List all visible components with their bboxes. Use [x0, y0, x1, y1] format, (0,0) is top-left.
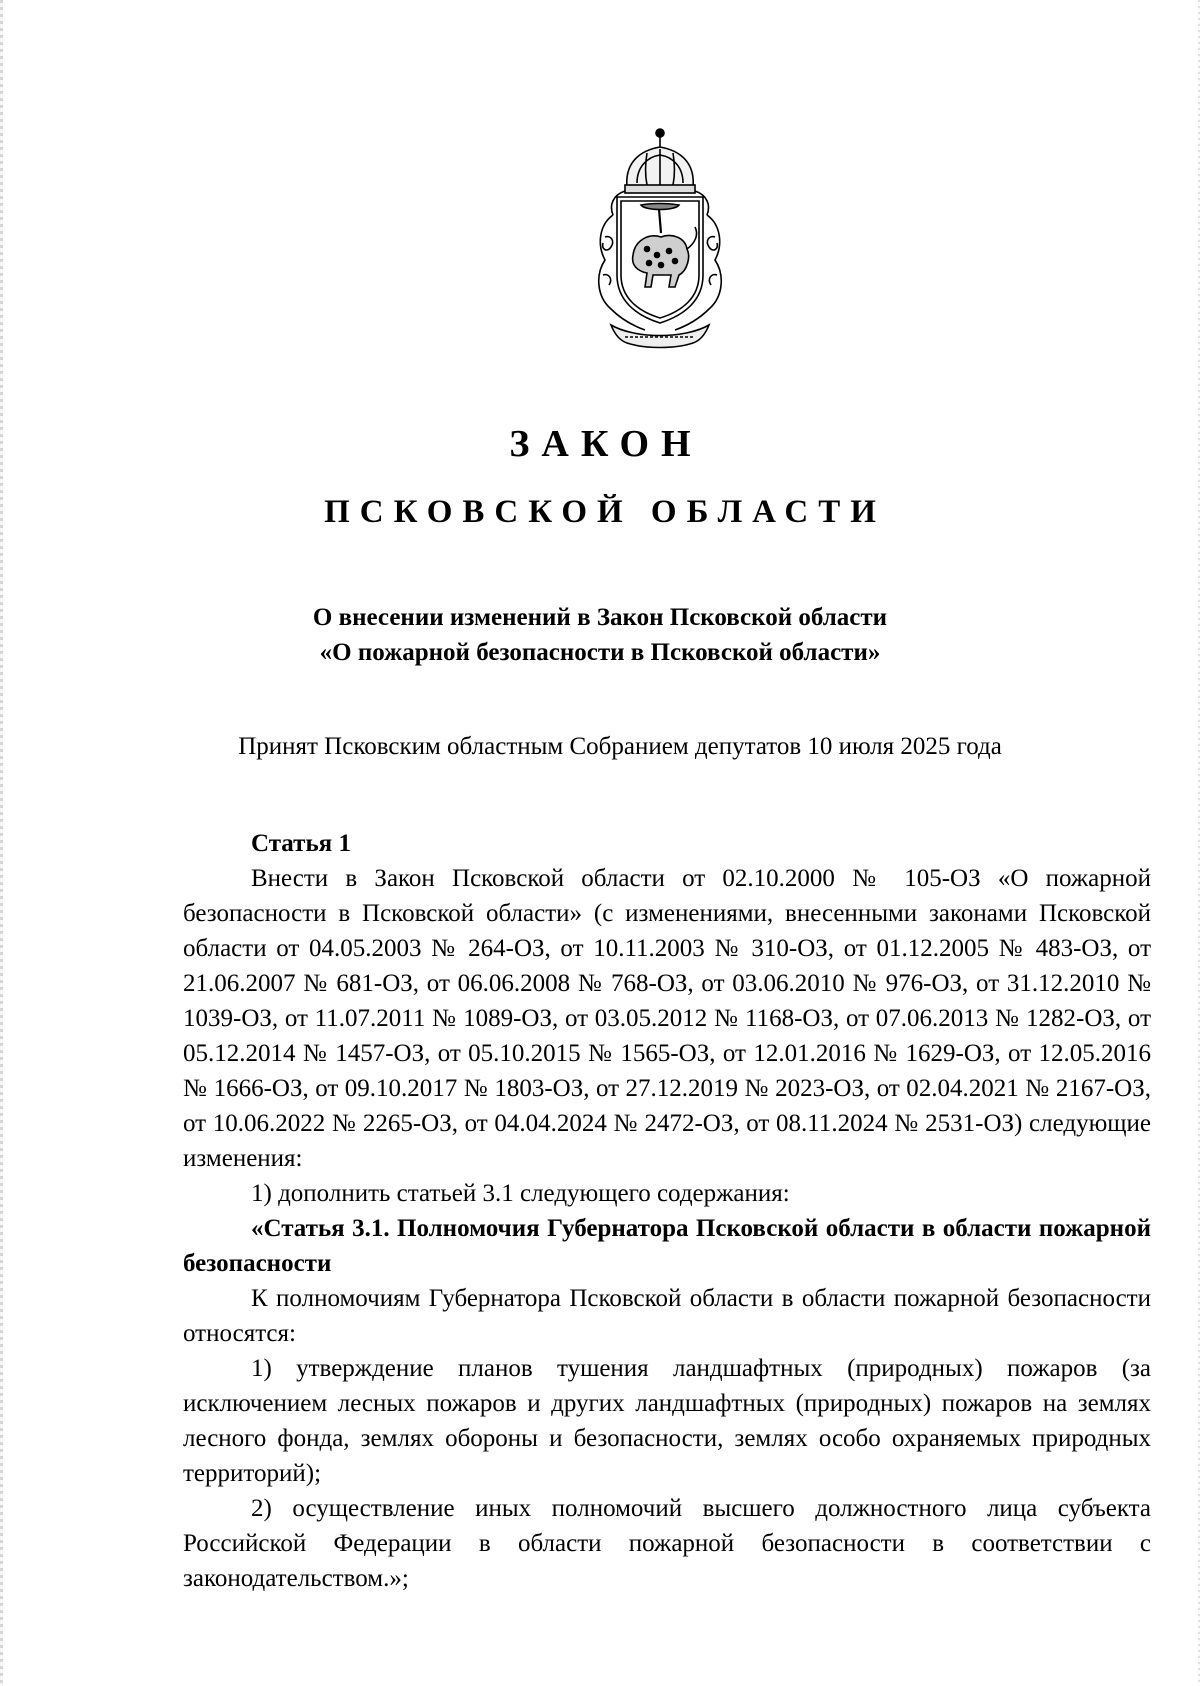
adoption-statement: Принят Псковским областным Собранием депутатов 10 июля 2025 года	[238, 733, 1002, 760]
article31-point1: 1) утверждение планов тушения ландшафтных (природных) пожаров (за исключением лесных пожаров и других ландшафтных (природных) пожаров на землях лесного фонда, землях обороны и безопасности, землях особо охраняемых природных территорий);	[183, 1355, 1151, 1487]
article31-point2: 2) осуществление иных полномочий высшего должностного лица субъекта Российской Федерации в области пожарной безопасности в соответствии с законодательством.»;	[183, 1495, 1151, 1592]
law-subject-line2: «О пожарной безопасности в Псковской области»	[319, 639, 881, 666]
law-subject-line1: О внесении изменений в Закон Псковской области	[312, 604, 888, 631]
amendment-item1: 1) дополнить статьей 3.1 следующего содержания:	[251, 1180, 790, 1207]
scan-edge-left	[0, 0, 3, 1686]
article1-intro: Внести в Закон Псковской области от 02.10.2000 № 105-ОЗ «О пожарной безопасности в Псковской области» (с изменениями, внесенными законами Псковской области от 04.05.2003 № 264-ОЗ, от 10.11.2003 № 310-ОЗ, от 01.12.2005 № 483-ОЗ, от 21.06.2007 № 681-ОЗ, от 06.06.2008 № 768-ОЗ, от 03.06.2010 № 976-ОЗ, от 31.12.2010 № 1039-ОЗ, от 11.07.2011 № 1089-ОЗ, от 03.05.2012 № 1168-ОЗ, от 07.06.2013 № 1282-ОЗ, от 05.12.2014 № 1457-ОЗ, от 05.10.2015 № 1565-ОЗ, от 12.01.2016 № 1629-ОЗ, от 12.05.2016 № 1666-ОЗ, от 09.10.2017 № 1803-ОЗ, от 27.12.2019 № 2023-ОЗ, от 02.04.2021 № 2167-ОЗ, от 10.06.2022 № 2265-ОЗ, от 04.04.2024 № 2472-ОЗ, от 08.11.2024 № 2531-ОЗ) следующие изменения:	[183, 865, 1151, 1172]
article31-intro: К полномочиям Губернатора Псковской области в области пожарной безопасности относятся:	[183, 1285, 1151, 1347]
document-subtitle: ПСКОВСКОЙ ОБЛАСТИ	[324, 494, 886, 530]
coat-of-arms-emblem	[575, 125, 745, 365]
article31-heading: «Статья 3.1. Полномочия Губернатора Псковской области в области пожарной безопасности	[183, 1215, 1151, 1277]
article1-heading: Статья 1	[251, 830, 351, 857]
law-subject	[0, 600, 1200, 670]
document-title: ЗАКОН	[509, 423, 703, 465]
law-body	[183, 826, 1151, 1596]
